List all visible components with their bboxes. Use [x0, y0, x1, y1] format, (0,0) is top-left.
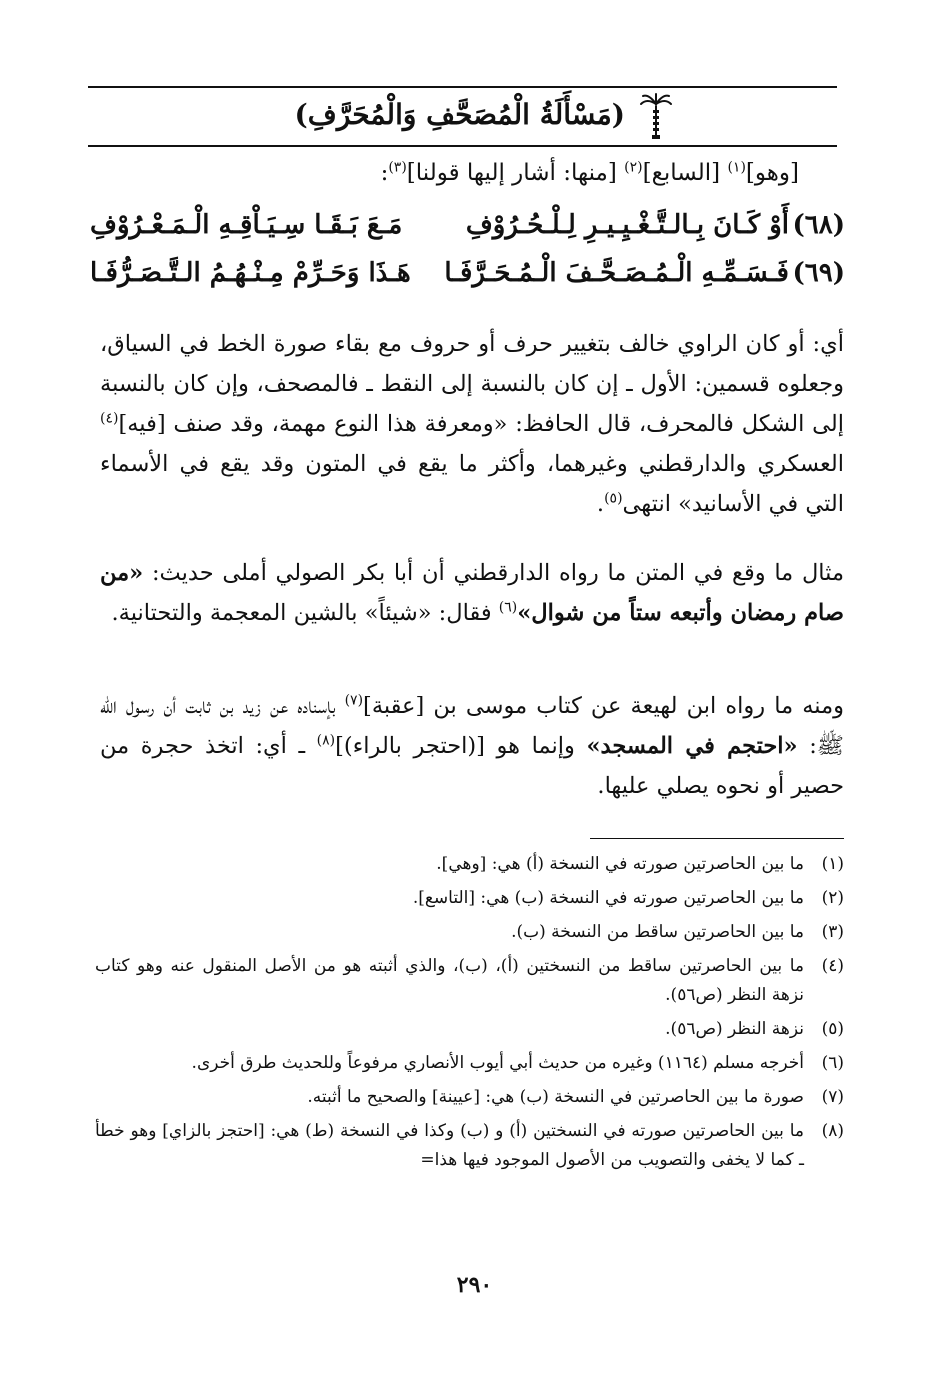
footnote-number: (٦) — [821, 1053, 844, 1073]
footnote-number: (٣) — [821, 922, 844, 942]
para1-text-c: . — [596, 491, 605, 517]
paragraph-chain-example — [100, 686, 844, 806]
hadith-quote: «من صام رمضان وأتبعه ستاً من شوال» — [100, 560, 844, 626]
footnote-number: (٢) — [821, 888, 844, 908]
verse-second-hemistich: مَـعَ بَـقَـا سِـيَـاْقِـهِ الْـمَـعْـرُوْفِ — [90, 210, 403, 240]
footnote-number: (٤) — [821, 956, 844, 976]
header-top-rule — [88, 86, 837, 88]
para1-text-a: أي: أو كان الراوي خالف بتغيير حرف أو حروف مع بقاء صورة الخط في السياق، وجعلوه قسمين: الأول ـ إن كان بالنسبة إلى النقط ـ فالمصحف، وإن كان بالنسبة إلى الشكل فالمحرف، قال الحافظ: «ومعرفة هذا النوع مهمة، وقد صنف [فيه] — [100, 331, 844, 437]
footnote-text: ما بين الحاصرتين صورته في النسخة (أ) هي: [وهي]. — [436, 854, 804, 874]
verse-number: (٦٨) — [792, 210, 845, 240]
note-ref-8: (٨) — [316, 732, 336, 749]
intro-open: [وهو] — [745, 160, 799, 186]
para3-text-a: ومنه ما رواه ابن لهيعة عن كتاب موسى بن [عقبة] — [363, 693, 845, 719]
footnotes — [95, 850, 844, 1180]
footnote — [95, 884, 844, 913]
verse-68 — [90, 210, 845, 250]
verse-number: (٦٩) — [792, 258, 845, 288]
footnote-text: ما بين الحاصرتين صورته في النسخة (ب) هي: [التاسع]. — [412, 888, 804, 908]
verse-second-hemistich: هَـذَا وَحَـرِّمْ مِـنْـهُـمُ الـتَّـصَـرُّفَـا — [90, 258, 411, 288]
note-ref-3: (٣) — [388, 159, 407, 176]
footnote — [95, 1049, 844, 1078]
note-ref-7: (٧) — [344, 692, 364, 709]
footnote-number: (١) — [821, 854, 844, 874]
chapter-title: (مَسْأَلَةُ الْمُصَحَّفِ وَالْمُحَرَّفِ) — [294, 98, 625, 131]
running-header — [88, 92, 837, 142]
footnote — [95, 850, 844, 879]
footnote-text: ما بين الحاصرتين صورته في النسختين (أ) و (ب) وكذا في النسخة (ط) هي: [احتجز بالزاي] وهو خطأ ـ كما لا يخفى والتصويب من الأصول الموجود فيها هذا= — [95, 1121, 804, 1170]
para2-text-a: مثال ما وقع في المتن ما رواه الدارقطني أن أبا بكر الصولي أملى حديث: — [143, 560, 844, 586]
verse-first-hemistich: فَـسَـمِّـهِ الْـمُـصَـحَّـفَ الْـمُـحَـرَّفَـا — [444, 258, 789, 288]
footnote-text: ما بين الحاصرتين ساقط من النسخة (ب). — [511, 922, 804, 942]
intro-line — [100, 160, 799, 186]
footnote — [95, 918, 844, 947]
footnote-number: (٥) — [821, 1019, 844, 1039]
para1-text-b: العسكري والدارقطني وغيرهما، وأكثر ما يقع في المتون وقد يقع في الأسماء التي في الأسانيد» انتهى — [100, 451, 844, 517]
note-ref-5: (٥) — [604, 490, 623, 507]
footnote — [95, 952, 844, 1010]
header-bottom-rule — [88, 145, 837, 147]
footnote-number: (٧) — [821, 1087, 844, 1107]
hadith-quote: «احتجم في المسجد» — [586, 733, 798, 759]
note-ref-1: (١) — [727, 159, 746, 176]
footnote-text: نزهة النظر (ص٥٦). — [665, 1019, 804, 1039]
verse-69 — [90, 258, 845, 298]
footnote — [95, 1015, 844, 1044]
intro-end: : — [380, 160, 389, 186]
footnote-separator — [590, 838, 844, 839]
intro-rest: [منها: أشار إليها قولنا] — [406, 160, 625, 186]
footnote-text: أخرجه مسلم (١١٦٤) وغيره من حديث أبي أيوب الأنصاري مرفوعاً وللحديث طرق أخرى. — [191, 1053, 804, 1073]
note-ref-2: (٢) — [624, 159, 643, 176]
note-ref-4: (٤) — [100, 410, 119, 427]
footnote-number: (٨) — [821, 1121, 844, 1141]
footnote-text: صورة ما بين الحاصرتين في النسخة (ب) هي: [عيينة] والصحيح ما أثبته. — [307, 1087, 804, 1107]
paragraph-text-example — [100, 553, 844, 633]
footnote — [95, 1117, 844, 1175]
para3-text-d: ـ أي: اتخذ حجرة من حصير أو نحوه يصلي عليها. — [100, 733, 844, 799]
para3-text-c: وإنما هو [(احتجر بالراء)] — [335, 733, 587, 759]
verse-first-hemistich: أَوْ كَـانَ بِـالـتَّـغْـيِـيـرِ لِـلْـحُـرُوْفِ — [465, 210, 789, 240]
palm-ornament-icon — [639, 92, 673, 140]
page-number: ٢٩٠ — [456, 1272, 493, 1298]
para2-text-b: فقال: «شيئاً» بالشين المعجمة والتحتانية. — [111, 600, 499, 626]
intro-middle: [السابع] — [642, 160, 728, 186]
paragraph-explanation — [100, 324, 844, 524]
note-ref-6: (٦) — [498, 599, 518, 616]
footnote — [95, 1083, 844, 1112]
para3-text-b: بإسناده عن زيد بن ثابت أن رسول الله ﷺ: — [100, 693, 844, 759]
footnote-text: ما بين الحاصرتين ساقط من النسختين (أ)، (ب)، والذي أثبته هو من الأصل المنقول عنه وهو كتاب نزهة النظر (ص٥٦). — [95, 956, 804, 1005]
